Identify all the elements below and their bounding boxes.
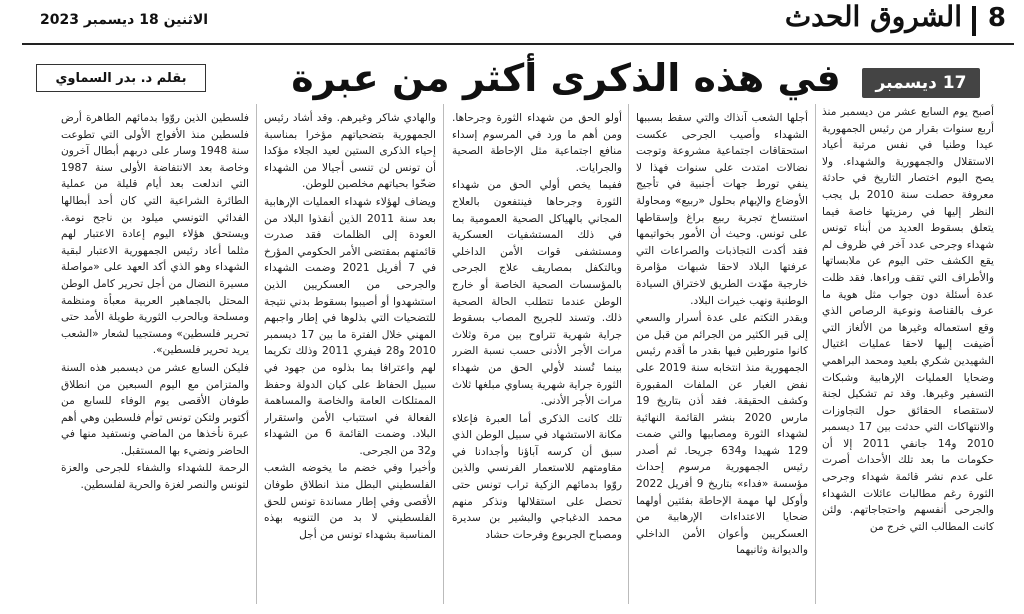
column-divider — [256, 104, 257, 604]
column-divider — [443, 104, 444, 604]
column-paragraph: فلسطين الذين روّوا بدمائهم الطاهرة أرض فلسطين منذ الأفواج الأولى التي تطوعت سنة 1948 وسار على دربهم أبطال آخرون وخاصة بعد الانتفاضة الأولى سنة 1987 التي اندلعت بعد أيام قليلة من عملية الطائرة الشراعية التي كان أحد أبطالها الفدائي التونسي ميلود بن ناجح نومة. ويستحق هؤلاء اليوم إعادة الاعتبار لهم مثلما أعاد رئيس الجمهورية الاعتبار لبقية الشهداء وهو الذي أكد العهد على «مواصلة مسيرة النضال من أجل تحرير كامل الوطن المحتل بالجماهير العربية معبأة ومنظمة ومسلحة وبالحرب الثورية طويلة الأمد حتى تحرير فلسطين» ومستجيبا لشعار «الشعب يريد تحرير فلسطين». — [61, 112, 249, 357]
article-column-2 — [636, 110, 808, 606]
column-paragraph: أصبح يوم السابع عشر من ديسمبر منذ أربع سنوات بقرار من رئيس الجمهورية عيدا وطنيا في نفس مرتبة أعياد الاستقلال والجمهورية والشهداء. ولا يصح اليوم اختصار التاريخ في حادثة معروفة حصلت سنة 2010 بل يجب النظر إليها في رمزيتها خاصة فيما يتعلق بسقوط العديد من أبناء تونس شهداء وجرحى عدد آخر في ظروف لم يقع الكشف حتى اليوم عن ملابساتها والأطراف التي تقف وراءها. فقد ظلت عدة أسئلة دون جواب مثل هوية ما عرف بالقناصة ونوعية الرصاص الذي وقع استعماله وغيرها من الألغاز التي أضيفت إليها لاحقا عمليات اغتيال الشهيدين شكري بلعيد ومحمد البراهمي وضحايا العمليات الإرهابية وشبكات التسفير وغيرها. وقد تم تشكيل لجنة لاستقصاء الحقائق حول التجاوزات والانتهاكات التي حدثت بين 17 ديسمبر 2010 و14 جانفي 2011 إلا أن حكومات ما بعد تلك الأحداث أصرت على عدم نشر قائمة شهداء وجرحى الثورة رغم مطالبات عائلات الشهداء والجرحى أنفسهم واحتجاجاتهم. ولئن كانت المطالب التي خرج من — [822, 106, 994, 533]
column-divider — [815, 104, 816, 604]
page-number-divider — [972, 6, 976, 36]
header-rule — [22, 43, 1014, 45]
column-paragraph: الرحمة للشهداء والشفاء للجرحى والعزة لتونس والنصر لغزة والحرية لفلسطين. — [61, 462, 249, 492]
column-paragraph: وبقدر التكتم على عدة أسرار والسعي إلى قبر الكثير من الجرائم من قبل من كانوا متورطين فيها بقدر ما أقدم رئيس الجمهورية منذ انتخابه سنة 2019 على نفض الغبار عن الملفات المقبورة وكشف الحقيقة. فقد أذن بتاريخ 19 مارس 2020 بنشر القائمة النهائية لشهداء الثورة ومصابيها والتي ضمت 129 شهيدا و634 جريحا. ثم أصدر رئيس الجمهورية مرسوم إحداث مؤسسة «فداء» بتاريخ 9 أفريل 2022 وأوكل لها مهمة الإحاطة بفئتين أولهما ضحايا الاعتداءات الإرهابية من العسكريين وأعوان الأمن الداخلي والديوانة وثانيهما — [636, 312, 808, 557]
column-paragraph: ففيما يخص أولي الحق من شهداء الثورة وجرحاها فينتفعون بالعلاج المجاني بالهياكل الصحية العمومية بما في ذلك المستشفيات العسكرية ومستشفى قوات الأمن الداخلي وبالتكفل بمصاريف علاج الجرحى بالمؤسسات الصحية الخاصة أو خارج الوطن عندما تتطلب الحالة الصحية ذلك. وتسند للجريح المصاب بسقوط جراية شهرية تتراوح بين مرة وثلاث مرات الأجر الأدنى حسب نسبة الضرر بينما تُسند لأولي الحق من شهداء الثورة جراية شهرية يساوي مبلغها ثلاث مرات الأجر الأدنى. — [452, 179, 622, 408]
masthead — [10, 0, 1014, 44]
column-paragraph: وأخيرا وفي خضم ما يخوضه الشعب الفلسطيني البطل منذ انطلاق طوفان الأقصى وفي إطار مساندة تونس للحق الفلسطيني لا بد من التنويه بهذه المناسبة بشهداء تونس من أجل — [264, 462, 436, 541]
article-column-5 — [61, 110, 249, 606]
article-headline: في هذه الذكرى أكثر من عبرة — [291, 56, 841, 100]
column-divider — [628, 104, 629, 604]
issue-date: الاثنين 18 ديسمبر 2023 — [40, 12, 209, 28]
article-column-1 — [822, 104, 994, 600]
column-paragraph: أولو الحق من شهداء الثورة وجرحاها. ومن أهم ما ورد في المرسوم إسداء منافع اجتماعية مثل الإحاطة الصحية والجرايات. — [452, 112, 622, 174]
column-paragraph: والهادي شاكر وغيرهم. وقد أشاد رئيس الجمهورية بتضحياتهم مؤخرا بمناسبة إحياء الذكرى الستين لعيد الجلاء مؤكدا أن تونس لن تنسى أجيالا من الشهداء ضحّوا بحياتهم مخلصين للوطن. — [264, 112, 436, 191]
article-column-3 — [452, 110, 622, 606]
article-date-label: 17 ديسمبر — [862, 68, 980, 98]
column-paragraph: فليكن السابع عشر من ديسمبر هذه السنة والمتزامن مع اليوم السبعين من انطلاق طوفان الأقصى يوم الوفاء للسابع من أكتوبر ولتكن تونس توأم فلسطين وهي أهم عبرة نأخذها من الماضي ونستفيد منها في الحاضر ونضيء بها المستقبل. — [61, 361, 249, 457]
column-paragraph: ويضاف لهؤلاء شهداء العمليات الإرهابية بعد سنة 2011 الذين أنقذوا البلاد من العودة إلى الظلمات فقد صدرت قائمتهم بمقتضى الأمر الحكومي المؤرخ في 7 أفريل 2021 وضمت الشهداء والجرحى من العسكريين الذين استشهدوا أو أصيبوا بسقوط بدني نتيجة للتضحيات التي بذلوها في إطار واجبهم المهني خلال الفترة ما بين 17 ديسمبر 2010 و28 فيفري 2011 وذلك تكريما لهم واعترافا بما بذلوه من جهود في سبيل الحفاظ على كيان الدولة وحفظ الممتلكات العامة والخاصة والمساهمة الفعالة في استتباب الأمن واستقرار البلاد. وضمت القائمة 6 من الشهداء و32 من الجرحى. — [264, 195, 436, 457]
newspaper-name: الشروق الحدث — [784, 0, 962, 33]
column-paragraph: أجلها الشعب آنذاك والتي سقط بسببها الشهداء وأصيب الجرحى عكست استحقاقات اجتماعية مشروعة وتوجت نضالات امتدت على سنوات فهذا لا ينفي تورط جهات أجنبية في تأجيج الأوضاع والإيهام بحلول «ربيع» ومحاولة استنساخ تجربة ربيع براغ وإسقاطها على تونس. وحيث أن الأمور بخواتيمها فقد أكدت التجاذبات والصراعات التي عرفتها البلاد لاحقا شبهات مؤامرة خارجية مهّدت الطريق لاختراق السيادة الوطنية ونهب خيرات البلاد. — [636, 112, 808, 307]
column-paragraph: تلك كانت الذكرى أما العبرة فإعلاء مكانة الاستشهاد في سبيل الوطن الذي سبق أن كرسه آباؤنا وأجدادنا في مقاومتهم للاستعمار الفرنسي والذين روّوا بدمائهم الزكية تراب تونس حتى تحصل على استقلالها ونذكر منهم محمد الدغباجي والبشير بن سديرة ومصباح الجربوع وفرحات حشاد — [452, 412, 622, 541]
article-byline: بقلم د. بدر السماوي — [36, 64, 206, 92]
page-number: 8 — [987, 3, 1006, 33]
article-column-4 — [264, 110, 436, 606]
